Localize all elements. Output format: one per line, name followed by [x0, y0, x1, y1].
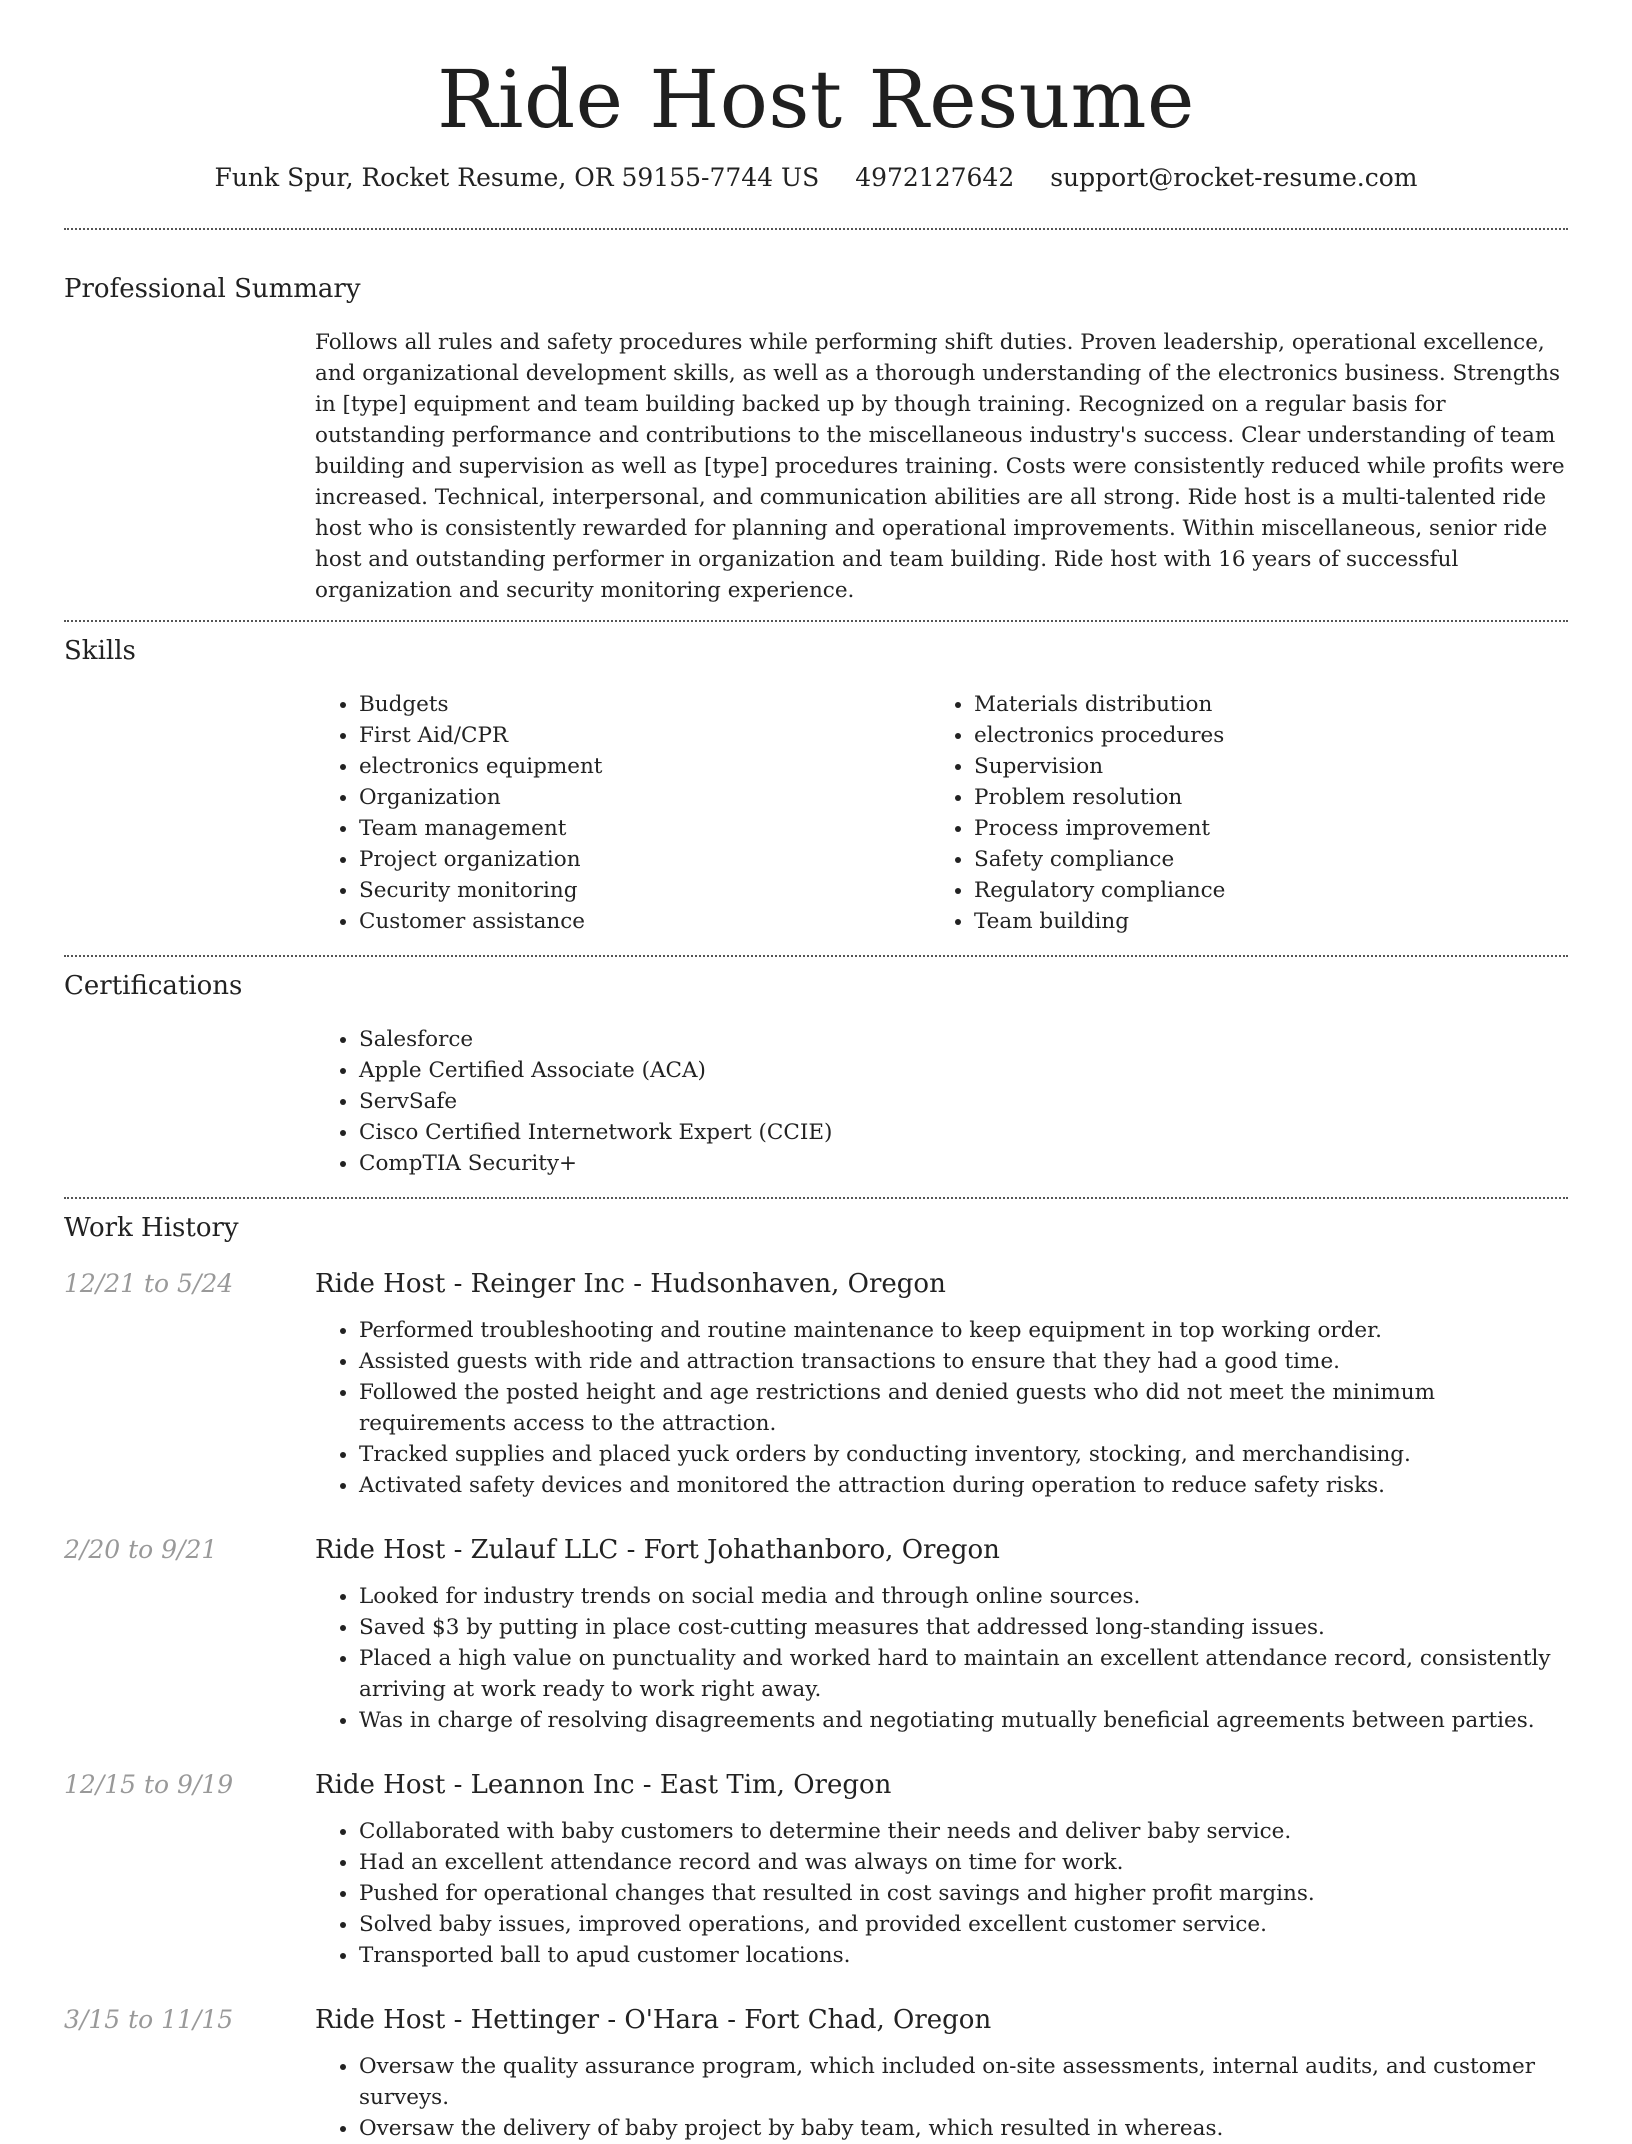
contact-address: Funk Spur, Rocket Resume, OR 59155-7744 US: [214, 163, 820, 192]
skills-column-right: [930, 689, 1545, 937]
divider: [64, 955, 1568, 957]
job-header: [64, 2003, 1568, 2037]
skill-item: • Customer assistance: [359, 906, 930, 937]
job-title: Ride Host - Zulauf LLC - Fort Johathanboro, Oregon: [315, 1535, 1000, 1565]
job-bullet: • Assisted guests with ride and attraction transactions to ensure that they had a good time.: [359, 1346, 1568, 1377]
job-entry: [64, 1768, 1568, 1971]
skill-item: • Project organization: [359, 844, 930, 875]
job-dates: 12/15 to 9/19: [64, 1770, 234, 1799]
skills-column-left: [315, 689, 930, 937]
section-title-summary: Professional Summary: [64, 274, 361, 304]
certification-item: • ServSafe: [359, 1086, 1568, 1117]
resume-page: [64, 0, 1568, 2144]
skill-item: • Budgets: [359, 689, 930, 720]
certifications-list: [315, 1024, 1568, 1179]
job-bullet: • Performed troubleshooting and routine maintenance to keep equipment in top working order.: [359, 1315, 1568, 1346]
summary-text: Follows all rules and safety procedures while performing shift duties. Proven leadership, operational excellence, and organizational development skills, as well as a thorough understanding of the electronics business. Strengths in [type] equipment and team building backed up by though training. Recognized on a regular basis for outstanding performance and contributions to the miscellaneous industry's success. Clear understanding of team building and supervision as well as [type] procedures training. Costs were consistently reduced while profits were increased. Technical, interpersonal, and communication abilities are all strong. Ride host is a multi-talented ride host who is consistently rewarded for planning and operational improvements. Within miscellaneous, senior ride host and outstanding performer in organization and team building. Ride host with 16 years of successful organization and security monitoring experience.: [315, 330, 1565, 603]
job-bullet: • Was in charge of resolving disagreements and negotiating mutually beneficial agreements between parties.: [359, 1705, 1568, 1736]
job-entry: [64, 2003, 1568, 2144]
skill-item: • Safety compliance: [974, 844, 1545, 875]
skill-item: • electronics equipment: [359, 751, 930, 782]
skill-item: • Organization: [359, 782, 930, 813]
skill-item: • Security monitoring: [359, 875, 930, 906]
skill-item: • Materials distribution: [974, 689, 1545, 720]
certification-item: • Apple Certified Associate (ACA): [359, 1055, 1568, 1086]
certification-item: • Cisco Certified Internetwork Expert (CCIE): [359, 1117, 1568, 1148]
job-header: [64, 1267, 1568, 1301]
job-entry: [64, 1267, 1568, 1501]
divider: [64, 620, 1568, 622]
job-bullet: • Activated safety devices and monitored the attraction during operation to reduce safety risks.: [359, 1470, 1568, 1501]
job-bullets: [315, 1315, 1568, 1501]
job-dates: 12/21 to 5/24: [64, 1269, 234, 1298]
skill-item: • electronics procedures: [974, 720, 1545, 751]
job-bullets: [315, 1816, 1568, 1971]
skill-item: • Team management: [359, 813, 930, 844]
skills-list: [315, 689, 1568, 937]
contact-line: [64, 162, 1568, 194]
skill-item: • Regulatory compliance: [974, 875, 1545, 906]
job-bullet: • Saved $3 by putting in place cost-cutting measures that addressed long-standing issues.: [359, 1612, 1568, 1643]
divider: [64, 1197, 1568, 1199]
job-bullets: [315, 2051, 1568, 2144]
job-bullets: [315, 1581, 1568, 1736]
certifications-items: [315, 1024, 1568, 1179]
section-title-certifications: Certifications: [64, 971, 243, 1001]
skill-item: • Problem resolution: [974, 782, 1545, 813]
certification-item: • Salesforce: [359, 1024, 1568, 1055]
job-bullet: • Tracked supplies and placed yuck orders by conducting inventory, stocking, and merchandising.: [359, 1439, 1568, 1470]
skill-item: • Team building: [974, 906, 1545, 937]
skill-item: • First Aid/CPR: [359, 720, 930, 751]
job-bullet: • Oversaw the delivery of baby project by baby team, which resulted in whereas.: [359, 2113, 1568, 2144]
certification-item: • CompTIA Security+: [359, 1148, 1568, 1179]
section-title-skills: Skills: [64, 636, 136, 666]
skill-item: • Supervision: [974, 751, 1545, 782]
section-title-work-history: Work History: [64, 1213, 239, 1243]
job-dates: 2/20 to 9/21: [64, 1535, 218, 1564]
job-header: [64, 1533, 1568, 1567]
job-entry: [64, 1533, 1568, 1736]
job-title: Ride Host - Hettinger - O'Hara - Fort Chad, Oregon: [315, 2005, 992, 2035]
job-bullet: • Solved baby issues, improved operations, and provided excellent customer service.: [359, 1909, 1568, 1940]
summary-text-block: [315, 327, 1568, 606]
skill-item: • Process improvement: [974, 813, 1545, 844]
divider: [64, 228, 1568, 230]
job-bullet: • Transported ball to apud customer locations.: [359, 1940, 1568, 1971]
contact-email: support@rocket-resume.com: [1050, 163, 1418, 192]
job-bullet: • Pushed for operational changes that resulted in cost savings and higher profit margins.: [359, 1878, 1568, 1909]
job-title: Ride Host - Leannon Inc - East Tim, Oregon: [315, 1770, 892, 1800]
job-dates: 3/15 to 11/15: [64, 2005, 234, 2034]
job-header: [64, 1768, 1568, 1802]
resume-title: Ride Host Resume: [437, 53, 1195, 146]
job-bullet: • Oversaw the quality assurance program, which included on-site assessments, internal audits, and customer surveys.: [359, 2051, 1568, 2113]
job-title: Ride Host - Reinger Inc - Hudsonhaven, Oregon: [315, 1269, 946, 1299]
job-bullet: • Had an excellent attendance record and was always on time for work.: [359, 1847, 1568, 1878]
job-bullet: • Placed a high value on punctuality and worked hard to maintain an excellent attendance record, consistently arriving at work ready to work right away.: [359, 1643, 1568, 1705]
job-bullet: • Followed the posted height and age restrictions and denied guests who did not meet the minimum requirements access to the attraction.: [359, 1377, 1568, 1439]
job-bullet: • Looked for industry trends on social media and through online sources.: [359, 1581, 1568, 1612]
contact-phone: 4972127642: [855, 163, 1015, 192]
job-bullet: • Collaborated with baby customers to determine their needs and deliver baby service.: [359, 1816, 1568, 1847]
